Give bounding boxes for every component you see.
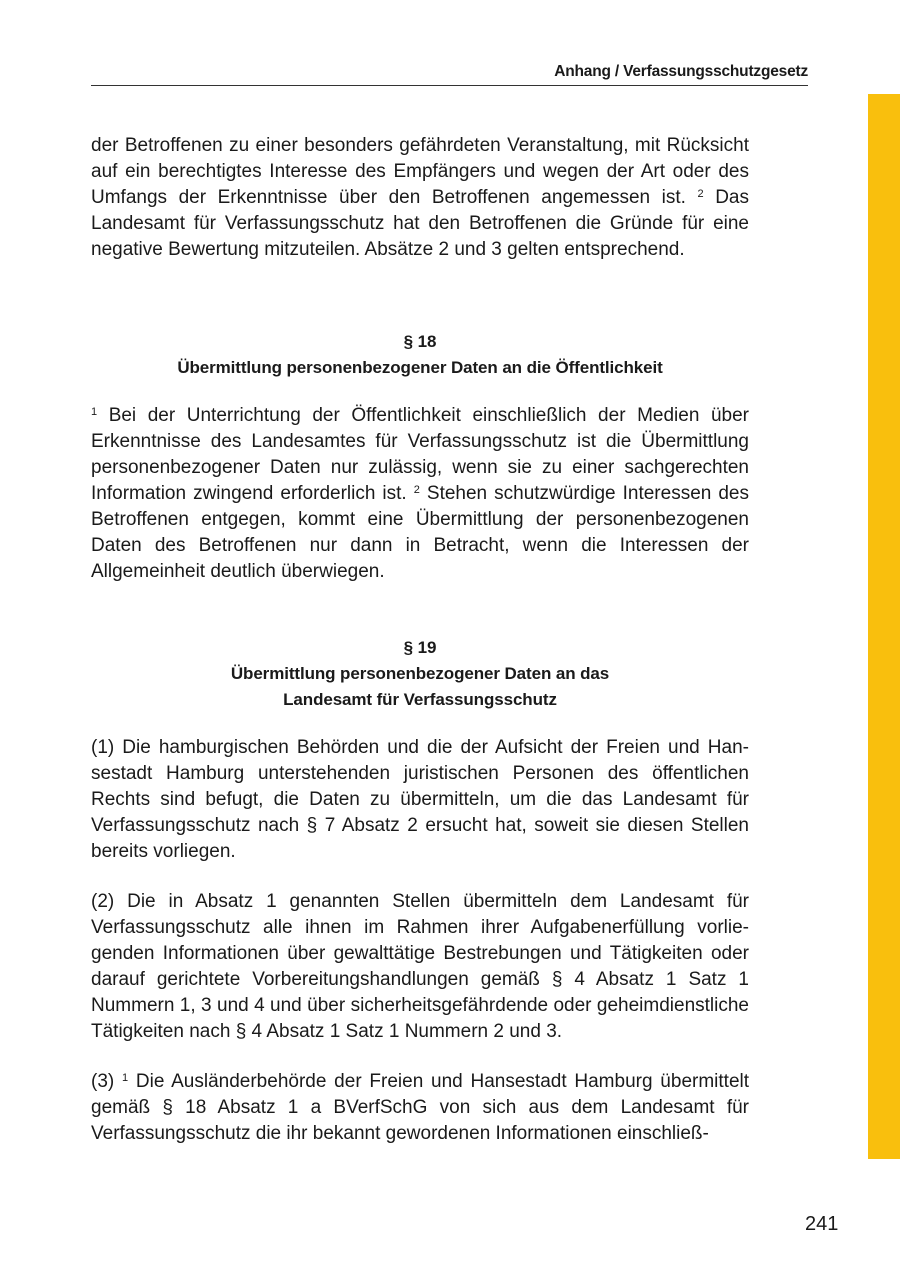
continuation-text-b: Das Landesamt für Verfassungsschutz hat den Betroffenen die Gründe für eine negative Bewertung mitzuteilen. Absätze 2 und 3 gelten entsprechend.: [91, 187, 749, 260]
sentence-number-2: 2: [697, 188, 704, 200]
section-19-paragraph-3: [91, 1069, 749, 1147]
section-18-text-a: Bei der Unterrichtung der Öffentlichkeit einschließlich der Medien über Erkenntnisse des Landesamtes für Verfassungsschutz ist die Übermittlung personenbezogener Daten nur zulässig, wenn sie zu einer sachgerechten Information zwingend erforderlich ist.: [91, 405, 749, 504]
continuation-text-a: der Betroffenen zu einer besonders gefährdeten Veranstaltung, mit Rücksicht auf ein berechtigtes Interesse des Empfängers und wegen der Art oder des Umfangs der Erkenntnisse über den Betroffenen angemessen ist.: [91, 135, 749, 208]
chapter-tab-marker: [868, 94, 900, 1159]
section-19-heading: [91, 635, 749, 713]
section-18-paragraph: [91, 403, 749, 585]
section-18-title: Übermittlung personenbezogener Daten an die Öffentlichkeit: [177, 358, 663, 377]
sentence-number-2: 2: [413, 484, 420, 496]
page-body: [91, 133, 749, 1147]
section-19-title-line1: Übermittlung personenbezogener Daten an das: [230, 664, 610, 683]
running-header: [91, 60, 808, 86]
page-number: 241: [805, 1213, 839, 1235]
header-title: Anhang / Verfassungsschutzgesetz: [554, 63, 808, 80]
sentence-number-1: 1: [122, 1072, 129, 1084]
section-18-heading: [91, 329, 749, 381]
section-19-paragraph-2: (2) Die in Absatz 1 genannten Stellen übermitteln dem Landesamt für Verfassungsschutz alle ihnen im Rahmen ihrer Aufgabenerfüllung vorliegenden Informationen über gewalttätige Bestrebungen und Tätigkeiten oder darauf gerichtete Vorbereitungshandlungen gemäß § 4 Absatz 1 Satz 1 Nummern 1, 3 und 4 und über sicherheitsgefährdende oder geheimdienstliche Tätigkeiten nach § 4 Absatz 1 Satz 1 Nummern 2 und 3.: [91, 891, 749, 1042]
sentence-number-1: 1: [91, 406, 98, 418]
section-18-text-b: Stehen schutzwürdige Interessen des Betroffenen entgegen, kommt eine Übermittlung der personenbezogenen Daten des Betroffenen nur dann in Betracht, wenn die Interessen der Allgemeinheit deutlich überwiegen.: [91, 483, 749, 582]
section-19-paragraph-1: (1) Die hamburgischen Behörden und die der Aufsicht der Freien und Hansestadt Hamburg unterstehenden juristischen Personen des öffentlichen Rechts sind befugt, die Daten zu übermitteln, um die das Landesamt für Verfassungsschutz nach § 7 Absatz 2 ersucht hat, soweit sie diesen Stellen bereits vorliegen.: [91, 737, 749, 862]
section-18-number: § 18: [403, 332, 437, 351]
paragraph-3-text: Die Ausländerbehörde der Freien und Hansestadt Hamburg übermittelt gemäß § 18 Absatz 1 a BVerfSchG von sich aus dem Landesamt für Verfassungsschutz die ihr bekannt gewordenen Informationen einschließ-: [91, 1071, 750, 1144]
paragraph-3-prefix: (3): [91, 1071, 122, 1092]
section-19-title-line2: Landesamt für Verfassungsschutz: [283, 690, 557, 709]
continuation-paragraph: [91, 133, 749, 263]
section-19-number: § 19: [403, 638, 437, 657]
